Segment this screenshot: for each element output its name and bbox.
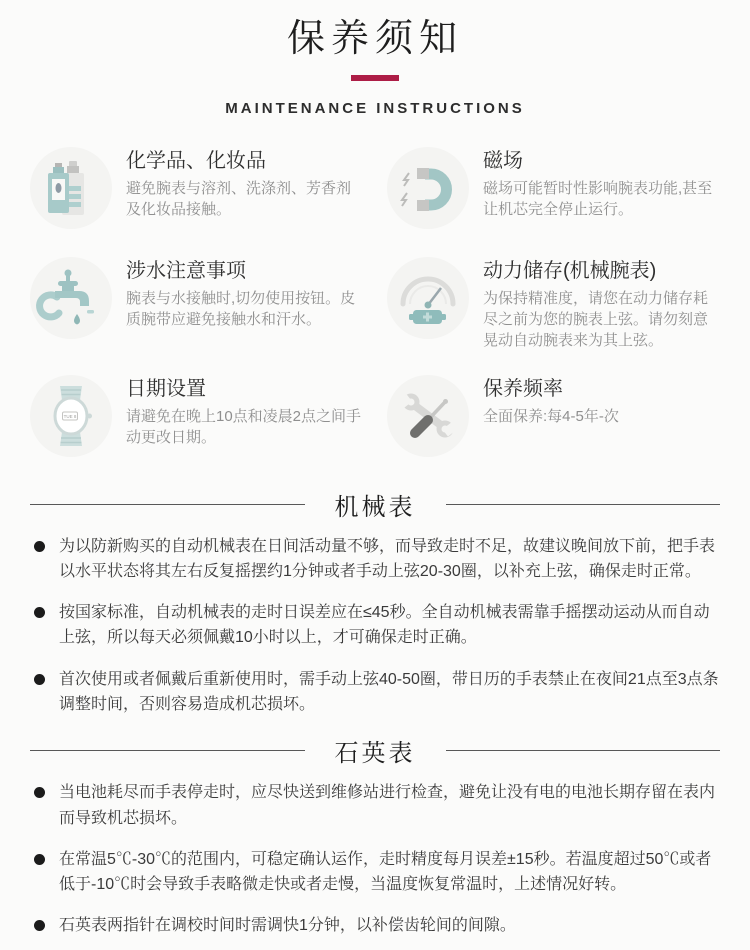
care-item-desc: 磁场可能暂时性影响腕表功能,甚至让机芯完全停止运行。 bbox=[483, 179, 713, 218]
bullet-dot-icon bbox=[34, 920, 45, 931]
bullet-item bbox=[34, 600, 720, 651]
bullet-item bbox=[34, 534, 720, 585]
quartz-bullet-list bbox=[30, 780, 720, 938]
care-item-desc: 请避免在晚上10点和凌晨2点之间手动更改日期。 bbox=[126, 407, 362, 446]
care-item-chemicals bbox=[30, 147, 363, 233]
care-item-title: 涉水注意事项 bbox=[126, 259, 246, 282]
care-item-title: 日期设置 bbox=[126, 377, 206, 400]
care-item-desc: 腕表与水接触时,切勿使用按钮。皮质腕带应避免接触水和汗水。 bbox=[126, 289, 356, 328]
bullet-dot-icon bbox=[34, 674, 45, 685]
care-item-desc: 全面保养:每4-5年-次 bbox=[483, 407, 619, 425]
title-underline bbox=[351, 75, 399, 81]
watch-date-icon bbox=[30, 375, 112, 457]
care-item-water bbox=[30, 257, 363, 351]
bullet-item bbox=[34, 913, 720, 938]
svg-text:TUE 8: TUE 8 bbox=[63, 413, 77, 419]
care-item-title: 保养频率 bbox=[483, 377, 563, 400]
bullet-text: 在常温5℃-30℃的范围内，可稳定确认运作，走时精度每月误差±15秒。若温度超过50℃或者低于-10℃时会导致手表略微走快或者走慢，当温度恢复常温时，上述情况好转。 bbox=[59, 850, 712, 894]
care-item-date-setting bbox=[30, 375, 363, 461]
page-subtitle: MAINTENANCE INSTRUCTIONS bbox=[225, 99, 525, 117]
faucet-icon bbox=[30, 257, 112, 339]
section-heading-mechanical bbox=[30, 487, 720, 522]
divider-line bbox=[446, 750, 721, 751]
bullet-dot-icon bbox=[34, 541, 45, 552]
mechanical-bullet-list bbox=[30, 534, 720, 718]
care-item-service-frequency bbox=[387, 375, 720, 461]
bullet-dot-icon bbox=[34, 607, 45, 618]
divider-line bbox=[446, 504, 721, 505]
care-item-magnetic-field bbox=[387, 147, 720, 233]
divider-line bbox=[30, 504, 305, 505]
care-item-desc: 为保持精准度，请您在动力储存耗尽之前为您的腕表上弦。请勿刻意晃动自动腕表来为其上弦。 bbox=[483, 289, 709, 349]
bullet-text: 石英表两指针在调校时间时需调快1分钟，以补偿齿轮间的间隙。 bbox=[59, 917, 516, 935]
care-grid bbox=[30, 147, 720, 461]
section-heading-quartz bbox=[30, 733, 720, 768]
page-header bbox=[30, 18, 720, 117]
care-item-power-reserve bbox=[387, 257, 720, 351]
bullet-dot-icon bbox=[34, 854, 45, 865]
care-item-title: 磁场 bbox=[483, 149, 523, 172]
chemical-bottles-icon bbox=[30, 147, 112, 229]
magnet-icon bbox=[387, 147, 469, 229]
care-item-desc: 避免腕表与溶剂、洗涤剂、芳香剂及化妆品接触。 bbox=[126, 179, 352, 218]
care-item-title: 化学品、化妆品 bbox=[126, 149, 266, 172]
bullet-item bbox=[34, 780, 720, 831]
bullet-item bbox=[34, 847, 720, 898]
bullet-item bbox=[34, 667, 720, 718]
power-gauge-icon bbox=[387, 257, 469, 339]
divider-line bbox=[30, 750, 305, 751]
bullet-text: 为以防新购买的自动机械表在日间活动量不够，而导致走时不足，故建议晚间放下前，把手表以水平状态将其左右反复摇摆约1分钟或者手动上弦20-30圈，以补充上弦，确保走时正常。 bbox=[59, 537, 716, 580]
bullet-text: 当电池耗尽而手表停走时，应尽快送到维修站进行检查，避免让没有电的电池长期存留在表内而导致机芯损坏。 bbox=[59, 784, 716, 827]
section-label: 机械表 bbox=[334, 493, 416, 521]
page-title: 保养须知 bbox=[286, 18, 463, 60]
bullet-text: 按国家标准，自动机械表的走时日误差应在≤45秒。全自动机械表需靠手摇摆动运动从而自动上弦，所以每天必须佩戴10小时以上，才可确保走时正确。 bbox=[59, 604, 710, 647]
bullet-dot-icon bbox=[34, 787, 45, 798]
care-item-title: 动力储存(机械腕表) bbox=[483, 259, 657, 282]
section-label: 石英表 bbox=[334, 740, 416, 768]
bullet-text: 首次使用或者佩戴后重新使用时，需手动上弦40-50圈，带日历的手表禁止在夜间21点至3点条调整时间，否则容易造成机芯损坏。 bbox=[59, 670, 719, 714]
tools-icon bbox=[387, 375, 469, 457]
